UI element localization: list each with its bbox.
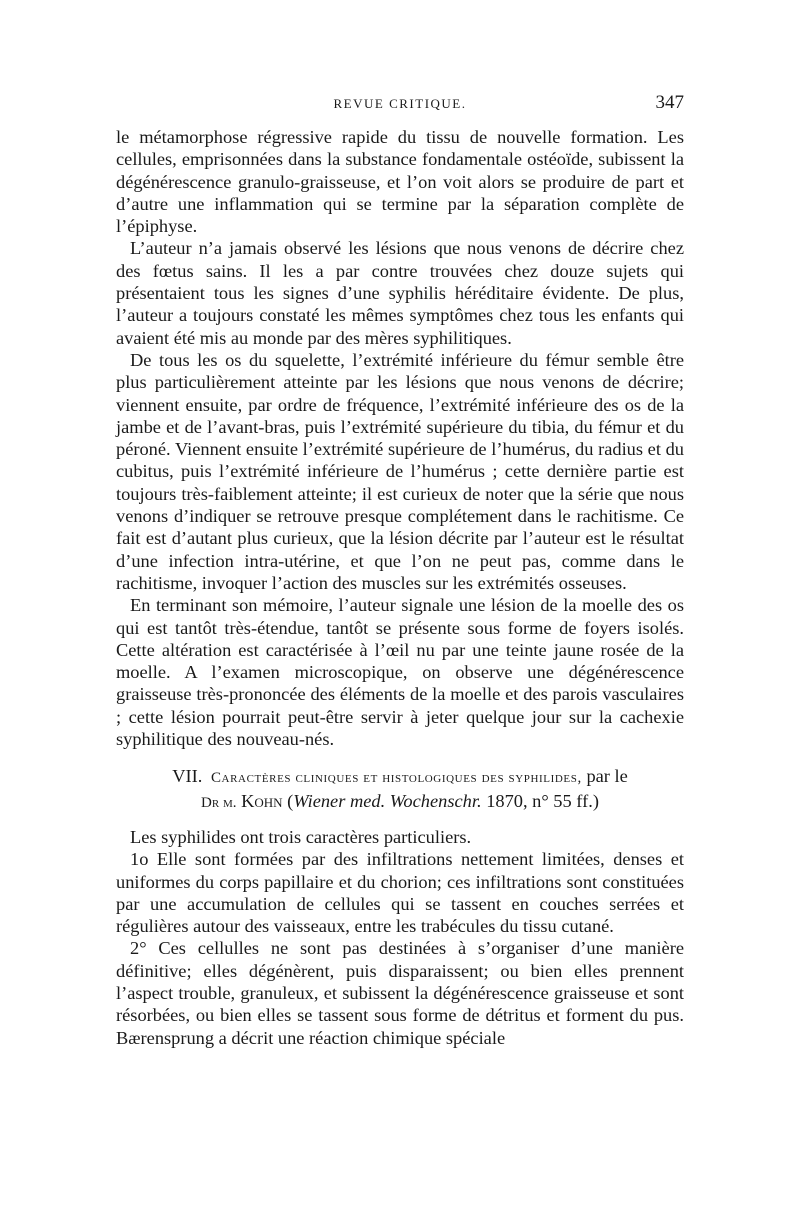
section-by: par le: [586, 766, 628, 787]
section-title: Caractères cliniques et histologiques des syphilides,: [210, 770, 582, 787]
citation-open: (: [287, 790, 294, 811]
running-title: REVUE CRITIQUE.: [333, 96, 467, 111]
page-number: 347: [655, 92, 684, 113]
section-number: VII.: [172, 766, 203, 787]
running-header: [116, 92, 684, 126]
journal-title: Wiener med. Wochenschr.: [293, 790, 482, 811]
citation-details: 1870, n° 55 ff.): [486, 790, 599, 811]
paragraph-4: En terminant son mémoire, l’auteur signale une lésion de la moelle des os qui est tantôt très-étendue, tantôt se présente sous forme de foyers isolés. Cette altération est caractérisée à l’œil nu par une teinte jaune rosée de la moelle. A l’examen microscopique, on observe une dégénérescence graisseuse très-prononcée des éléments de la moelle et des parois vasculaires ; cette lésion pourrait peut-être servir à jeter quelque jour sur la cachexie syphilitique des nouveau-nés.: [116, 595, 684, 750]
paragraph-3: De tous les os du squelette, l’extrémité inférieure du fémur semble être plus particulièrement atteinte par les lésions que nous venons de décrire; viennent ensuite, par ordre de fréquence, l’extrémité inférieure des os de la jambe et de l’avant-bras, puis l’extrémité supérieure du tibia, du fémur et du péroné. Viennent ensuite l’extrémité supérieure de l’humérus, du radius et du cubitus, puis l’extrémité inférieure de l’humérus ; cette dernière partie est toujours très-faiblement atteinte; il est curieux de noter que la série que nous venons d’indiquer se retrouve presque complétement dans le rachitisme. Ce fait est d’autant plus curieux, que la lésion décrite par l’auteur est le résultat d’une infection intra-utérine, et que l’on ne peut pas, comme dans le rachitisme, invoquer l’action des muscles sur les extrémités osseuses.: [116, 349, 684, 593]
paragraph-1: le métamorphose régressive rapide du tissu de nouvelle formation. Les cellules, emprisonnées dans la substance fondamentale ostéoïde, subissent la dégénérescence granulo-graisseuse, et l’on voit alors se produire de part et d’autre une inflammation qui se termine par la séparation complète de l’épiphyse.: [116, 127, 684, 237]
author-prefix: Dr m.: [201, 794, 237, 811]
paragraph-2: L’auteur n’a jamais observé les lésions que nous venons de décrire chez des fœtus sains. Il les a par contre trouvées chez douze sujets qui présentaient tous les signes d’une syphilis héréditaire évidente. De plus, l’auteur a toujours constaté les mêmes symptômes chez tous les enfants qui avaient été mis au monde par des mères syphilitiques.: [116, 238, 684, 348]
section-paragraph-3: 2° Ces cellulles ne sont pas destinées à s’organiser d’une manière définitive; elles dégénèrent, puis disparaissent; ou bien elles prennent l’aspect trouble, granuleux, et subissent la dégénérescence graisseuse et sont résorbées, ou bien elles se tassent sous forme de détritus et forment du pus. Bærensprung a décrit une réaction chimique spéciale: [116, 938, 684, 1048]
author-name: Kohn: [241, 790, 283, 811]
section-paragraph-2: 1o Elle sont formées par des infiltrations nettement limitées, denses et uniformes du corps papillaire et du chorion; ces infiltrations sont constituées par une accumulation de cellules qui se tassent en couches serrées et régulières autour des vaisseaux, entre les trabécules du tissu cutané.: [116, 849, 684, 937]
section-heading: [116, 765, 684, 814]
document-page: [116, 92, 684, 1049]
section-paragraph-1: Les syphilides ont trois caractères particuliers.: [130, 826, 472, 847]
